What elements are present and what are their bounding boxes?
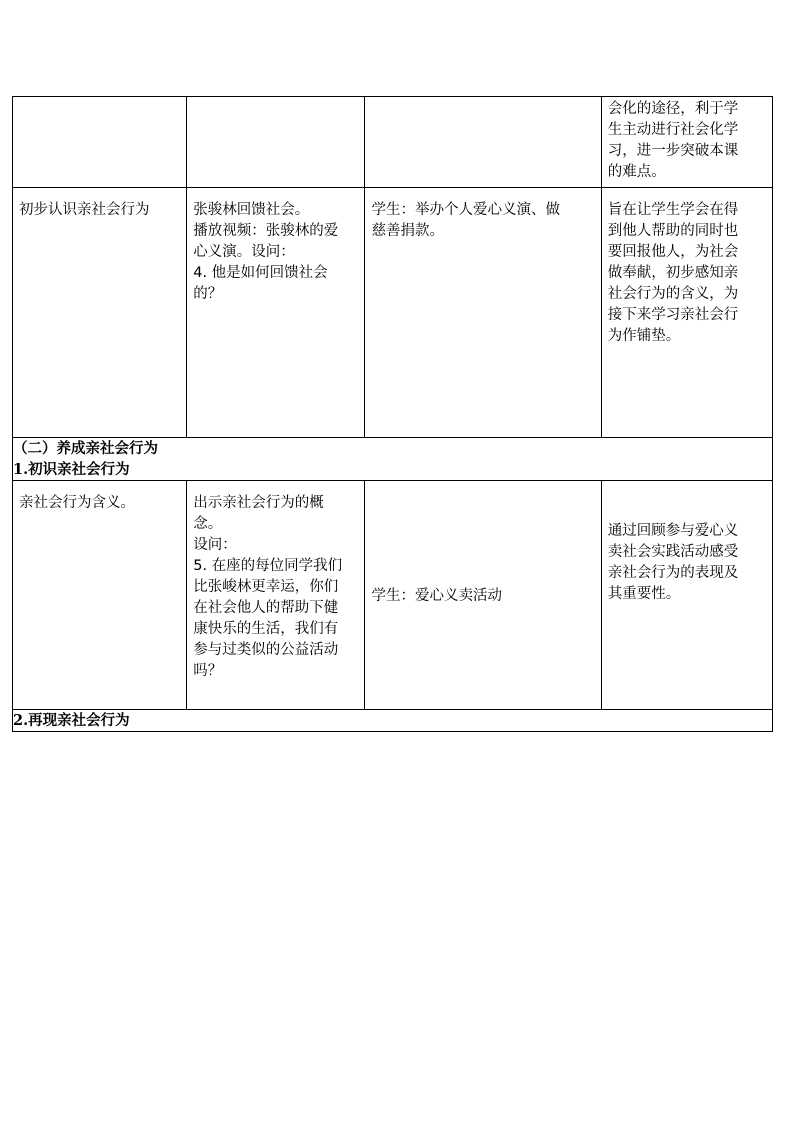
cell-design-intent-continuation bbox=[601, 97, 772, 188]
text-line: 生主动进行社会化学 bbox=[607, 122, 739, 138]
text-line: 4. 他是如何回馈社会 bbox=[193, 265, 328, 281]
section-heading-cell bbox=[13, 438, 773, 481]
stage-text: 亲社会行为含义。 bbox=[19, 495, 135, 511]
text-line: 张骏林回馈社会。 bbox=[193, 202, 310, 218]
table-row-meaning bbox=[13, 481, 773, 710]
text-line: 接下来学习亲社会行 bbox=[607, 307, 739, 323]
section-heading: 2.再现亲社会行为 bbox=[13, 712, 130, 729]
text-line: 参与过类似的公益活动 bbox=[193, 642, 339, 658]
text-line: 的？ bbox=[193, 286, 223, 302]
text-line: 吗？ bbox=[193, 663, 223, 679]
section-heading: （二）养成亲社会行为 bbox=[13, 440, 158, 457]
section-heading-cell bbox=[13, 710, 773, 732]
text-line: 习，进一步突破本课 bbox=[607, 143, 739, 159]
table-row-section-two bbox=[13, 438, 773, 481]
cell-stage bbox=[13, 481, 187, 710]
text-line: 5. 在座的每位同学我们 bbox=[193, 558, 343, 574]
table-row-continuation bbox=[13, 97, 773, 188]
text-line: 社会行为的含义，为 bbox=[607, 286, 739, 302]
text-line: 康快乐的生活，我们有 bbox=[193, 621, 339, 637]
text-line: 念。 bbox=[193, 516, 223, 532]
text-line: 要回报他人，为社会 bbox=[607, 244, 739, 260]
cell-student-activity bbox=[365, 481, 601, 710]
text-line: 亲社会行为的表现及 bbox=[607, 565, 739, 581]
text-line: 在社会他人的帮助下健 bbox=[193, 600, 339, 616]
cell-design-intent bbox=[601, 481, 772, 710]
text-line: 比张峻林更幸运，你们 bbox=[193, 579, 339, 595]
text-line: 卖社会实践活动感受 bbox=[607, 544, 739, 560]
table-row-section-reappear bbox=[13, 710, 773, 732]
cell-empty-1 bbox=[13, 97, 187, 188]
stage-text: 初步认识亲社会行为 bbox=[19, 202, 150, 218]
cell-stage bbox=[13, 188, 187, 438]
text-line: 为作铺垫。 bbox=[607, 328, 681, 344]
text-line: 心义演。设问： bbox=[193, 244, 295, 260]
text-line: 做奉献，初步感知亲 bbox=[607, 265, 739, 281]
text-line: 出示亲社会行为的概 bbox=[193, 495, 324, 511]
cell-student-activity bbox=[365, 188, 601, 438]
section-subheading: 1.初识亲社会行为 bbox=[13, 461, 130, 478]
text-line: 其重要性。 bbox=[607, 586, 681, 602]
text-line: 设问： bbox=[193, 537, 237, 553]
text-line: 的难点。 bbox=[607, 164, 666, 180]
cell-empty-3 bbox=[365, 97, 601, 188]
table-row-initial-recognition bbox=[13, 188, 773, 438]
text-line: 会化的途径，利于学 bbox=[607, 101, 739, 117]
cell-teacher-activity bbox=[187, 481, 365, 710]
text-line: 旨在让学生学会在得 bbox=[607, 202, 739, 218]
cell-teacher-activity bbox=[187, 188, 365, 438]
text-line: 慈善捐款。 bbox=[371, 223, 444, 239]
student-activity-text: 学生：爱心义卖活动 bbox=[371, 587, 502, 604]
text-line: 通过回顾参与爱心义 bbox=[607, 523, 739, 539]
text-line: 学生：举办个人爱心义演、做 bbox=[371, 202, 560, 218]
cell-design-intent bbox=[601, 188, 772, 438]
text-line: 到他人帮助的同时也 bbox=[607, 223, 739, 239]
cell-empty-2 bbox=[187, 97, 365, 188]
lesson-plan-table bbox=[12, 96, 773, 732]
text-line: 播放视频：张骏林的爱 bbox=[193, 223, 339, 239]
